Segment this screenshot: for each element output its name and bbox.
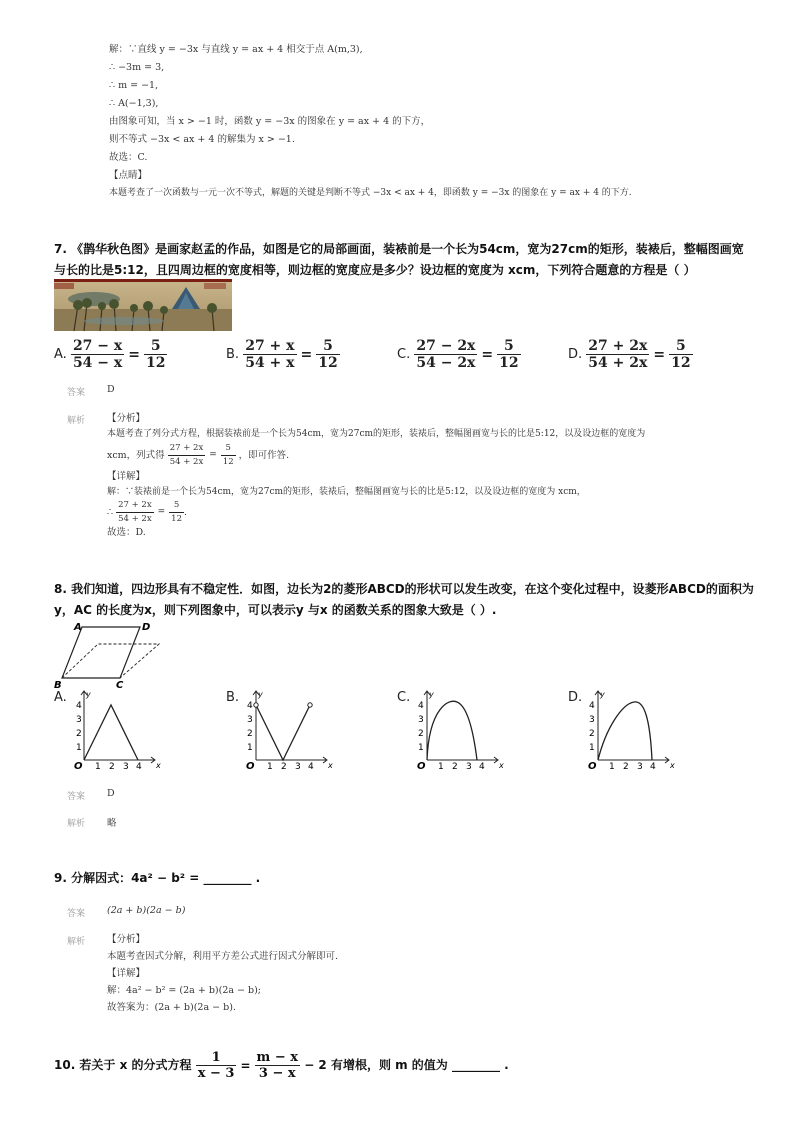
q8-graph-b[interactable] bbox=[244, 688, 334, 770]
q9-stem: 9. 分解因式：4a² − b² = ________ . bbox=[54, 871, 261, 885]
svg-text:y: y bbox=[429, 690, 434, 699]
svg-text:4: 4 bbox=[247, 701, 253, 711]
sol6-line-7: 故选：C. bbox=[109, 152, 148, 163]
svg-text:4: 4 bbox=[308, 762, 314, 770]
q7-option-c-lhs: $\frac{27 - 2x}{54 - 2x}$ bbox=[416, 338, 476, 371]
q9-analysis-line-2: 本题考查因式分解，利用平方差公式进行因式分解即可. bbox=[107, 951, 339, 962]
q7-answer: D bbox=[107, 384, 115, 395]
q7-option-a-rhs: $\frac{5}{12}$ bbox=[145, 338, 166, 371]
svg-text:2: 2 bbox=[418, 729, 424, 739]
svg-text:y: y bbox=[600, 690, 605, 699]
q9-analysis-line-5: 故答案为：(2a + b)(2a − b). bbox=[107, 1002, 236, 1013]
svg-text:2: 2 bbox=[281, 762, 287, 770]
svg-text:4: 4 bbox=[650, 762, 656, 770]
q7-analysis-fraction: $\frac{27 + 2x}{54 + 2x}$ bbox=[169, 443, 204, 467]
svg-text:1: 1 bbox=[438, 762, 444, 770]
svg-text:1: 1 bbox=[589, 743, 595, 753]
q9-analysis-label: 解析 bbox=[67, 937, 86, 947]
q7-option-a[interactable]: A. $\frac{27 - x}{54 - x}$ = $\frac{5}{12}$ bbox=[54, 338, 166, 371]
q8-graph-a[interactable] bbox=[72, 688, 162, 770]
svg-text:3: 3 bbox=[123, 762, 129, 770]
q9-analysis-line-4: 解：4a² − b² = (2a + b)(2a − b); bbox=[107, 985, 262, 996]
q7-option-b-lhs: $\frac{27 + x}{54 + x}$ bbox=[245, 338, 295, 371]
svg-text:x: x bbox=[328, 761, 333, 770]
q8-analysis-label: 解析 bbox=[67, 819, 86, 829]
svg-text:x: x bbox=[499, 761, 504, 770]
q8-graph-c[interactable] bbox=[415, 688, 505, 770]
q8-option-d-letter[interactable]: D. bbox=[568, 690, 583, 705]
sol6-line-1: 解：∵直线 y = −3x 与直线 y = ax + 4 相交于点 A(m,3), bbox=[109, 44, 363, 55]
q8-graph-a-curve bbox=[84, 705, 138, 760]
q8-option-b-letter[interactable]: B. bbox=[226, 690, 240, 705]
svg-text:2: 2 bbox=[76, 729, 82, 739]
svg-text:2: 2 bbox=[109, 762, 115, 770]
q7-option-b-letter: B. bbox=[226, 347, 240, 362]
q7-option-b-rhs: $\frac{5}{12}$ bbox=[318, 338, 338, 371]
svg-text:3: 3 bbox=[418, 715, 424, 725]
rhombus-figure bbox=[54, 618, 166, 690]
svg-text:4: 4 bbox=[76, 701, 82, 711]
sol6-line-6: 则不等式 −3x < ax + 4 的解集为 x > −1. bbox=[109, 134, 295, 145]
svg-text:1: 1 bbox=[267, 762, 273, 770]
q8-option-c-letter[interactable]: C. bbox=[397, 690, 411, 705]
q10-fraction-right: $\frac{m - x}{3 - x}$ bbox=[256, 1050, 298, 1081]
sol6-line-8: 【点睛】 bbox=[109, 170, 148, 181]
svg-text:y: y bbox=[258, 690, 263, 699]
q7-option-d[interactable]: D. $\frac{27 + 2x}{54 + 2x}$ = $\frac{5}{12}$ bbox=[568, 338, 691, 371]
q8-stem-line-2: y，AC 的长度为x，则下列图象中，可以表示y 与x 的函数关系的图象大致是（ ）. bbox=[54, 603, 497, 617]
q10-stem-pre: 10. 若关于 x 的分式方程 bbox=[54, 1058, 192, 1072]
q9-answer: (2a + b)(2a − b) bbox=[107, 905, 186, 916]
q7-option-b[interactable]: B. $\frac{27 + x}{54 + x}$ = $\frac{5}{12}$ bbox=[226, 338, 338, 371]
sol6-line-4: ∴ A(−1,3), bbox=[109, 98, 159, 109]
svg-text:3: 3 bbox=[76, 715, 82, 725]
svg-text:O: O bbox=[74, 761, 83, 770]
sol6-line-3: ∴ m = −1, bbox=[109, 80, 159, 91]
svg-text:4: 4 bbox=[136, 762, 142, 770]
svg-text:2: 2 bbox=[452, 762, 458, 770]
q7-stem-line-1: 7. 《鹊华秋色图》是画家赵孟的作品，如图是它的局部画面，装裱前是一个长为54cm，宽为27cm的矩形，装裱后，整幅图画宽 bbox=[54, 242, 744, 256]
svg-text:3: 3 bbox=[295, 762, 301, 770]
svg-text:1: 1 bbox=[247, 743, 253, 753]
q8-graph-d-curve bbox=[598, 702, 652, 760]
q7-option-d-rhs: $\frac{5}{12}$ bbox=[671, 338, 691, 371]
q7-analysis-line-5: 解：∵装裱前是一个长为54cm，宽为27cm的矩形，装裱后，整幅图画宽与长的比是5:12，以及设边框的宽度为 xcm， bbox=[107, 487, 586, 497]
q8-analysis: 略 bbox=[107, 818, 117, 829]
svg-text:4: 4 bbox=[479, 762, 485, 770]
rhombus-label-b: B bbox=[54, 680, 62, 690]
q7-option-d-lhs: $\frac{27 + 2x}{54 + 2x}$ bbox=[588, 338, 648, 371]
svg-text:O: O bbox=[417, 761, 426, 770]
q7-analysis-line-3: xcm，列式得 $\frac{27 + 2x}{54 + 2x}$ = $\frac{5}{12}$ ，即可作答. bbox=[107, 443, 290, 467]
svg-text:1: 1 bbox=[418, 743, 424, 753]
sol6-line-9: 本题考查了一次函数与一元一次不等式，解题的关键是判断不等式 −3x < ax + 4，即函数 y = −3x 的图象在 y = ax + 4 的下方. bbox=[109, 188, 632, 198]
q7-analysis-line-1: 【分析】 bbox=[107, 413, 146, 424]
svg-text:1: 1 bbox=[95, 762, 101, 770]
svg-text:y: y bbox=[86, 690, 91, 699]
svg-text:4: 4 bbox=[589, 701, 595, 711]
sol6-line-5: 由图象可知，当 x > −1 时，函数 y = −3x 的图象在 y = ax + 4 的下方， bbox=[109, 116, 431, 127]
q7-option-a-letter: A. bbox=[54, 347, 67, 362]
q8-graph-b-curve bbox=[256, 705, 310, 760]
rhombus-label-d: D bbox=[142, 622, 151, 633]
q9-analysis-line-1: 【分析】 bbox=[107, 934, 146, 945]
svg-text:O: O bbox=[246, 761, 255, 770]
svg-text:2: 2 bbox=[247, 729, 253, 739]
q10-fraction-left: $\frac{1}{x - 3}$ bbox=[197, 1050, 235, 1081]
q8-answer-label: 答案 bbox=[67, 792, 86, 802]
rhombus-label-a: A bbox=[74, 622, 82, 633]
svg-text:1: 1 bbox=[76, 743, 82, 753]
question-10: 10. 若关于 x 的分式方程 $\frac{1}{x - 3}$ = $\frac{m - x}{3 - x}$ − 2 有增根，则 m 的值为 ________ . bbox=[54, 1050, 509, 1081]
q7-option-c-letter: C. bbox=[397, 347, 411, 362]
q8-graph-d[interactable] bbox=[586, 688, 676, 770]
svg-text:2: 2 bbox=[589, 729, 595, 739]
svg-text:O: O bbox=[588, 761, 597, 770]
svg-text:3: 3 bbox=[637, 762, 643, 770]
q9-analysis-line-3: 【详解】 bbox=[107, 968, 146, 979]
q7-analysis-label: 解析 bbox=[67, 416, 86, 426]
svg-text:4: 4 bbox=[418, 701, 424, 711]
svg-text:3: 3 bbox=[247, 715, 253, 725]
q8-stem-line-1: 8. 我们知道，四边形具有不稳定性．如图，边长为2的菱形ABCD的形状可以发生改变，在这个变化过程中，设菱形ABCD的面积为 bbox=[54, 582, 754, 596]
q8-answer: D bbox=[107, 788, 115, 799]
q7-option-a-lhs: $\frac{27 - x}{54 - x}$ bbox=[72, 338, 123, 371]
q9-answer-label: 答案 bbox=[67, 909, 86, 919]
q8-graph-c-curve bbox=[427, 701, 477, 760]
sol6-line-2: ∴ −3m = 3, bbox=[109, 62, 165, 73]
svg-text:x: x bbox=[670, 761, 675, 770]
q7-option-c[interactable]: C. $\frac{27 - 2x}{54 - 2x}$ = $\frac{5}{12}$ bbox=[397, 338, 519, 371]
svg-text:3: 3 bbox=[589, 715, 595, 725]
svg-text:2: 2 bbox=[623, 762, 629, 770]
painting-image bbox=[54, 279, 232, 331]
q7-analysis-line-2: 本题考查了列分式方程，根据装裱前是一个长为54cm，宽为27cm的矩形，装裱后，整幅图画宽与长的比是5:12，以及设边框的宽度为 bbox=[107, 429, 646, 439]
q7-option-c-rhs: $\frac{5}{12}$ bbox=[499, 338, 519, 371]
q8-option-a-letter[interactable]: A. bbox=[54, 690, 67, 705]
q7-answer-label: 答案 bbox=[67, 388, 86, 398]
rhombus-label-c: C bbox=[116, 680, 124, 690]
svg-text:x: x bbox=[156, 761, 161, 770]
svg-text:1: 1 bbox=[609, 762, 615, 770]
q10-stem-post: − 2 有增根，则 m 的值为 ________ . bbox=[304, 1058, 509, 1072]
svg-text:3: 3 bbox=[466, 762, 472, 770]
q7-analysis-line-7: 故选：D. bbox=[107, 527, 146, 538]
q7-stem-line-2: 与长的比是5:12，且四周边框的宽度相等，则边框的宽度应是多少？设边框的宽度为 xcm，下列符合题意的方程是（ ） bbox=[54, 263, 696, 277]
q7-analysis-line-4: 【详解】 bbox=[107, 471, 146, 482]
q7-option-d-letter: D. bbox=[568, 347, 583, 362]
q7-analysis-line-6: ∴ $\frac{27 + 2x}{54 + 2x}$ = $\frac{5}{12}$ . bbox=[107, 500, 188, 524]
